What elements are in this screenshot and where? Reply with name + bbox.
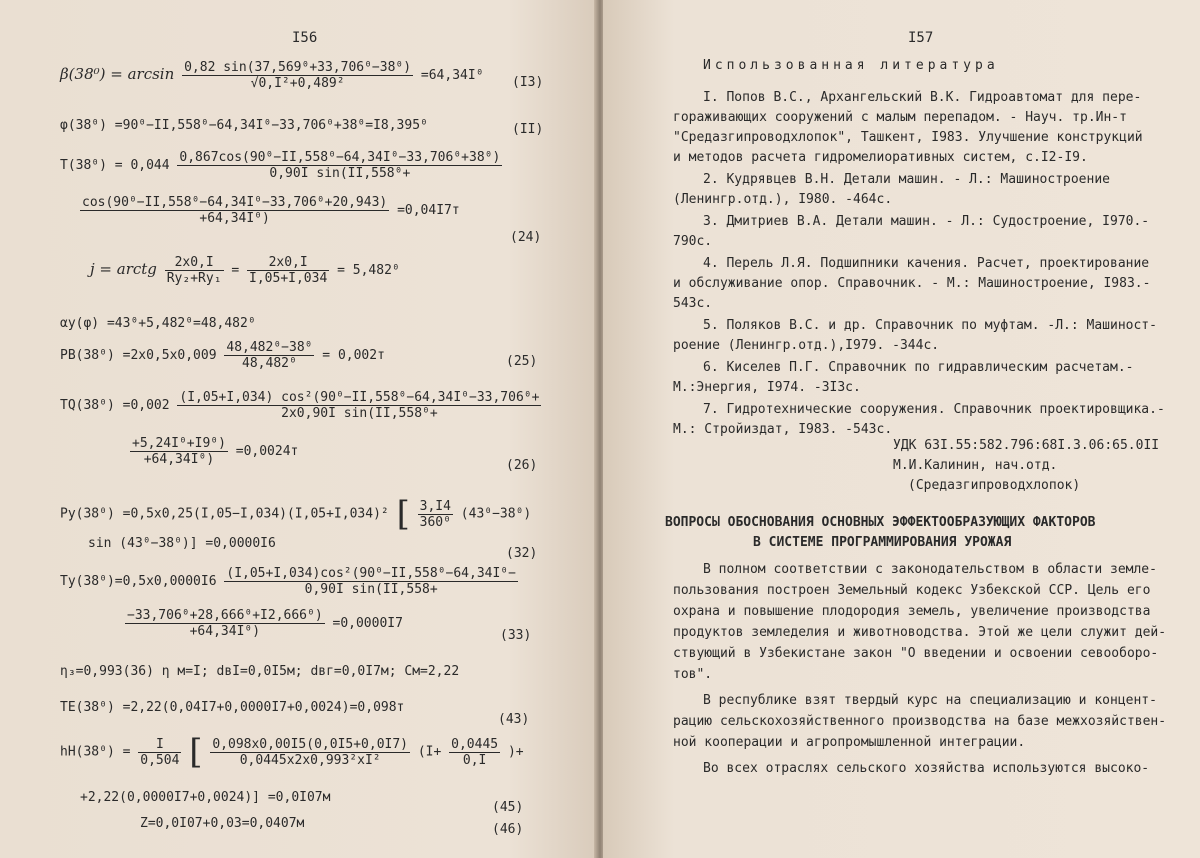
equation-label: (43)	[498, 712, 530, 727]
equation-label: (24)	[510, 230, 542, 245]
body-line: рацию сельскохозяйственного производства на базе межхозяйствен-	[673, 714, 1167, 729]
equation-46: Z=0,0I07+0,03=0,0407м	[140, 816, 305, 831]
equation-33-part2: $\frac{\text{−33,706⁰+28,666⁰+I2,666⁰)}}{\text{+64,34I⁰)}}$ =0,0000I7	[127, 608, 403, 639]
equation-43: TE(38⁰) =2,22(0,04I7+0,0000I7+0,0024)=0,098т	[60, 700, 405, 715]
left-page	[0, 0, 597, 858]
equation-33-part1: Ty(38⁰)=0,5x0,0000I6 $\frac{\text{(I,05+I,034)cos²(90⁰−II,558⁰−64,34I⁰−}}{\text{0,90I sin(II,558+}}$	[60, 566, 516, 597]
equation-11: φ(38⁰) =90⁰−II,558⁰−64,34I⁰−33,706⁰+38⁰=I8,395⁰	[60, 118, 428, 133]
equation-25: PB(38⁰) =2x0,5x0,009 $\frac{\text{48,482⁰−38⁰}}{\text{48,482⁰}}$ = 0,002т	[60, 340, 385, 371]
reference-line: 6. Киселев П.Г. Справочник по гидравлическим расчетам.-	[703, 360, 1134, 375]
reference-line: 790с.	[673, 234, 713, 249]
reference-line: М.:Энергия, I974. -3I3с.	[673, 380, 861, 395]
equation-label: (46)	[492, 822, 524, 837]
equation-32-part2: sin (43⁰−38⁰)] =0,0000I6	[88, 536, 276, 551]
references-heading: Использованная литература	[703, 58, 999, 73]
body-line: продуктов земледелия и животноводства. Этой же цели служит дей-	[673, 625, 1167, 640]
body-line: В республике взят твердый курс на специализацию и концент-	[703, 693, 1157, 708]
udk-code: УДК 63I.55:582.796:68I.3.06:65.0II	[893, 438, 1160, 453]
reference-line: горaживающих сооружений с малым перепадом. - Науч. тр.Ин-т	[673, 110, 1127, 125]
reference-line: 2. Кудрявцев В.Н. Детали машин. - Л.: Машиностроение	[703, 172, 1110, 187]
equation-24-part1: T(38⁰) = 0,044 $\frac{\text{0,867cos(90⁰−II,558⁰−64,34I⁰−33,706⁰+38⁰)}}{\text{0,90I sin(II,558⁰+}}$	[60, 150, 501, 181]
equation-26-part2: $\frac{\text{+5,24I⁰+I9⁰)}}{\text{+64,34I⁰)}}$ =0,0024т	[132, 436, 299, 467]
organization: (Средазгипроводхлопок)	[908, 478, 1081, 493]
equation-45-part1: hH(38⁰) = $\frac{I}{0,504}$ [ $\frac{0,098x0,00I5(0,0I5+0,0I7)}{\text{0,0445x2x0,993²xI²}}$ (I+ $\frac{0,0445}{0,I}$ )+	[60, 732, 524, 772]
reference-line: и обслуживание опор. Справочник. - М.: Машиностроение, I983.-	[673, 276, 1151, 291]
page-number: I57	[908, 30, 934, 46]
author: М.И.Калинин, нач.отд.	[893, 458, 1058, 473]
body-line: В полном соответствии с законодательством в области земле-	[703, 562, 1157, 577]
equation-24-part2: $\frac{\text{cos(90⁰−II,558⁰−64,34I⁰−33,706⁰+20,943)}}{\text{+64,34I⁰)}}$ =0,04I7т	[82, 195, 460, 226]
reference-line: роение (Ленингр.отд.),I979. -344с.	[673, 338, 940, 353]
article-title-line2: В СИСТЕМЕ ПРОГРАММИРОВАНИЯ УРОЖАЯ	[753, 535, 1012, 550]
reference-line: 5. Поляков В.С. и др. Справочник по муфтам. -Л.: Машиност-	[703, 318, 1157, 333]
body-line: пользования построен Земельный кодекс Узбекской ССР. Цель его	[673, 583, 1151, 598]
equation-label: (26)	[506, 458, 538, 473]
equation-label: (33)	[500, 628, 532, 643]
reference-line: (Ленингр.отд.), I980. -464с.	[673, 192, 893, 207]
right-page	[603, 0, 1200, 858]
reference-line: и методов расчета гидромелиоративных систем, с.I2-I9.	[673, 150, 1088, 165]
equation-13: β(38⁰) = arcsin $\frac{\text{0,82 sin(37,569⁰+33,706⁰−38⁰)}}{\text{√0,I²+0,489²}}$ =64,34I⁰	[60, 60, 484, 91]
page-number: I56	[292, 30, 318, 46]
body-line: Во всех отраслях сельского хозяйства используются высоко-	[703, 761, 1150, 776]
equation-label: (25)	[506, 354, 538, 369]
body-line: тов".	[673, 667, 713, 682]
reference-line: М.: Стройиздат, I983. -543с.	[673, 422, 893, 437]
body-line: ной кооперации и агропромышленной интеграции.	[673, 735, 1026, 750]
article-title-line1: ВОПРОСЫ ОБОСНОВАНИЯ ОСНОВНЫХ ЭФФЕКТООБРАЗУЮЩИХ ФАКТОРОВ	[665, 515, 1096, 530]
equation-label: (I3)	[512, 75, 544, 90]
equation-45-part2: +2,22(0,0000I7+0,0024)] =0,0I07м	[80, 790, 331, 805]
reference-line: 543с.	[673, 296, 713, 311]
reference-line: I. Попов В.С., Архангельский В.К. Гидроавтомат для пере-	[703, 90, 1142, 105]
reference-line: 3. Дмитриев В.А. Детали машин. - Л.: Судостроение, I970.-	[703, 214, 1150, 229]
equation-alpha: αy(φ) =43⁰+5,482⁰=48,482⁰	[60, 316, 256, 331]
body-line: охрана и повышение плодородия земель, увеличение производства	[673, 604, 1151, 619]
coefficients-line: η₃=0,993(36) η м=I; dвI=0,0I5м; dвг=0,0I7м; Cм=2,22	[60, 664, 460, 679]
reference-line: 7. Гидротехнические сооружения. Справочник проектировщика.-	[703, 402, 1165, 417]
reference-line: "Средазгипроводхлопок", Ташкент, I983. Улучшение конструкций	[673, 130, 1143, 145]
reference-line: 4. Перель Л.Я. Подшипники качения. Расчет, проектирование	[703, 256, 1150, 271]
equation-26-part1: TQ(38⁰) =0,002 $\frac{\text{(I,05+I,034) cos²(90⁰−II,558⁰−64,34I⁰−33,706⁰+}}{\text{2x0,90I sin(II,558⁰+}}$	[60, 390, 540, 421]
equation-32-part1: Py(38⁰) =0,5x0,25(I,05−I,034)(I,05+I,034)² [ $\frac{3,I4}{\text{360⁰}}$ (43⁰−38⁰)	[60, 494, 532, 534]
body-line: ствующий в Узбекистане закон "О введении и освоении севооборо-	[673, 646, 1159, 661]
equation-label: (II)	[512, 122, 544, 137]
equation-arctg: j = arctg $\frac{2x0,I}{\text{Ry₂+Ry₁}}$ = $\frac{2x0,I}{I,05+I,034}$ = 5,482⁰	[90, 255, 400, 286]
equation-label: (32)	[506, 546, 538, 561]
equation-label: (45)	[492, 800, 524, 815]
